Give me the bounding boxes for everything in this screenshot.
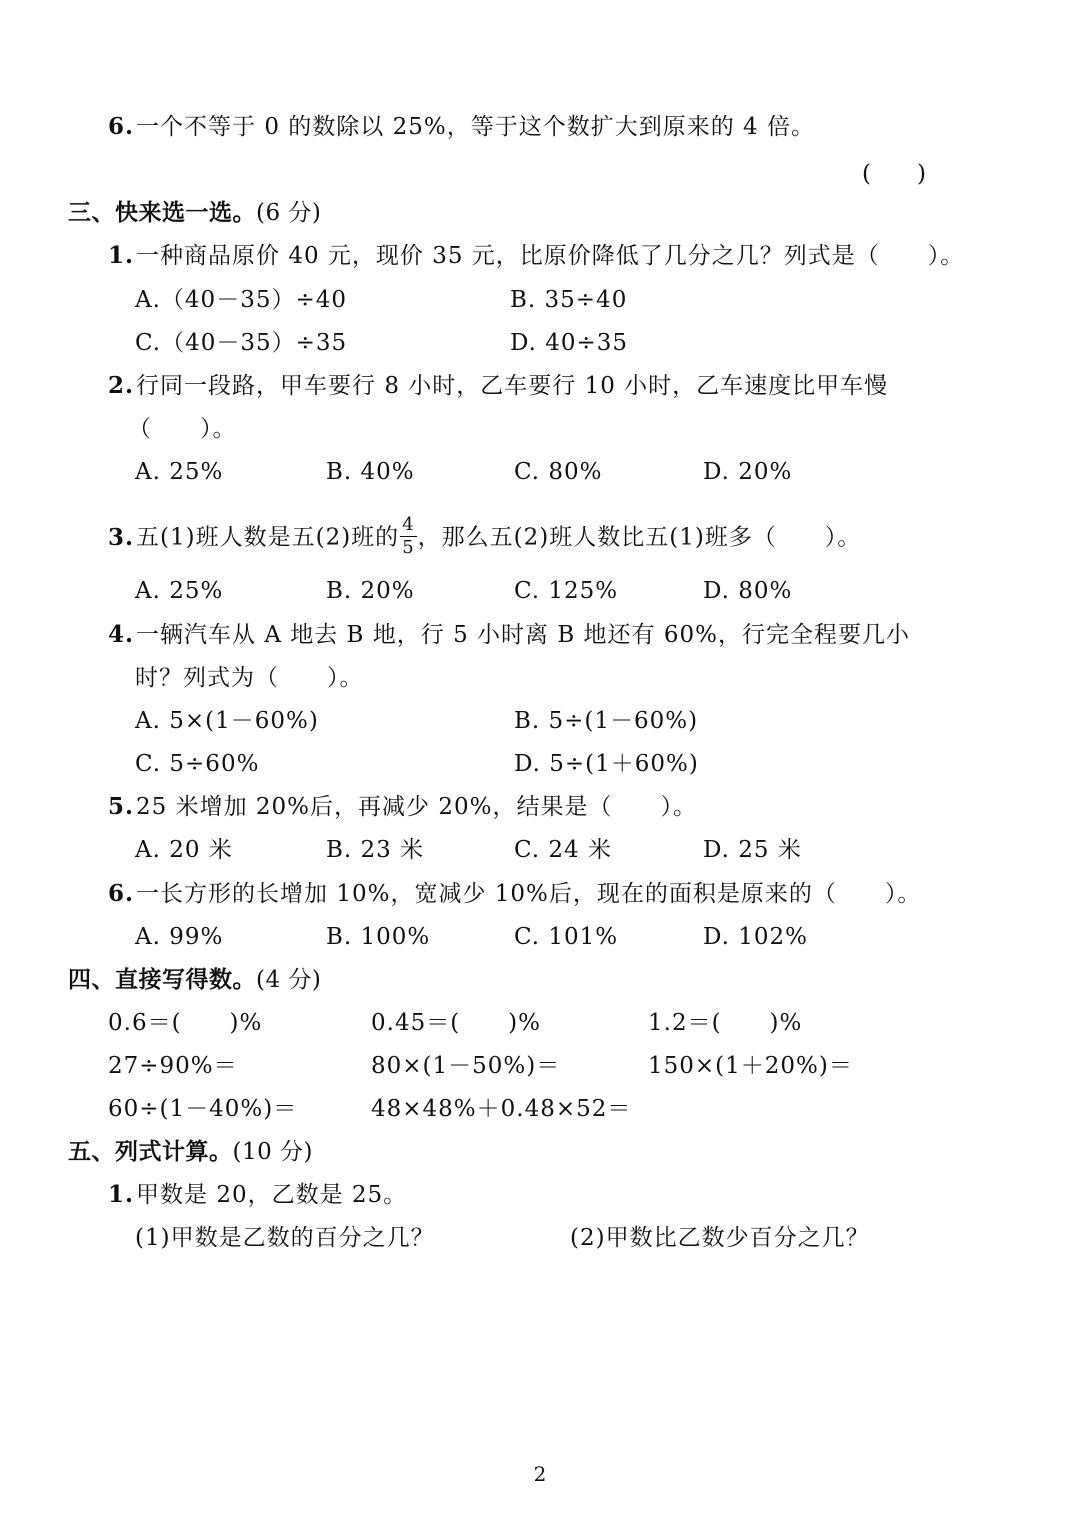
option-a[interactable]: A. 25% xyxy=(135,459,224,485)
option-d[interactable]: D. 25 米 xyxy=(703,837,802,863)
section-title: 五、列式计算。 xyxy=(68,1138,233,1165)
option-b[interactable]: B. 5÷(1－60%) xyxy=(514,708,699,734)
option-b[interactable]: B. 35÷40 xyxy=(510,287,628,313)
choice-question-2 xyxy=(108,371,888,401)
choice-question-5 xyxy=(108,792,697,822)
option-b[interactable]: B. 40% xyxy=(326,459,415,485)
option-c[interactable]: C.（40－35）÷35 xyxy=(135,330,348,356)
option-a[interactable]: A. 25% xyxy=(135,578,224,604)
question-text-after: ，那么五(2)班人数比五(1)班多（ ）。 xyxy=(417,524,862,551)
option-a[interactable]: A. 20 米 xyxy=(135,837,233,863)
option-d[interactable]: D. 20% xyxy=(703,459,793,485)
section-title: 四、直接写得数。 xyxy=(68,966,256,993)
calc-item[interactable]: 27÷90%＝ xyxy=(108,1053,238,1079)
section-3-heading xyxy=(68,198,321,228)
sub-question-1: (1)甲数是乙数的百分之几？ xyxy=(135,1225,435,1251)
option-c[interactable]: C. 101% xyxy=(514,924,619,950)
question-text: 甲数是 20，乙数是 25。 xyxy=(136,1182,408,1208)
question-text-before: 五(1)班人数是五(2)班的 xyxy=(136,524,400,551)
judge-question-6 xyxy=(108,112,815,142)
calc-item[interactable]: 80×(1－50%)＝ xyxy=(371,1053,561,1079)
question-text: 25 米增加 20%后，再减少 20%，结果是（ ）。 xyxy=(136,794,697,820)
option-a[interactable]: A.（40－35）÷40 xyxy=(135,287,347,313)
question-text: 一种商品原价 40 元，现价 35 元，比原价降低了几分之几？列式是（ ）。 xyxy=(136,243,965,269)
question-number: 6. xyxy=(108,880,135,907)
option-d[interactable]: D. 80% xyxy=(703,578,793,604)
option-c[interactable]: C. 125% xyxy=(514,578,619,604)
sub-question-2: (2)甲数比乙数少百分之几？ xyxy=(570,1225,870,1251)
question-number: 6. xyxy=(108,113,135,140)
question-text: 行同一段路，甲车要行 8 小时，乙车要行 10 小时，乙车速度比甲车慢 xyxy=(136,373,889,399)
section-5-heading xyxy=(68,1137,313,1167)
calc-item[interactable]: 48×48%＋0.48×52＝ xyxy=(371,1096,632,1122)
option-b[interactable]: B. 20% xyxy=(326,578,415,604)
option-d[interactable]: D. 5÷(1＋60%) xyxy=(514,751,699,777)
question-number: 2. xyxy=(108,372,135,399)
question-text-continued: 时？列式为（ ）。 xyxy=(135,665,364,691)
choice-question-4 xyxy=(108,620,910,650)
calc-item[interactable]: 150×(1＋20%)＝ xyxy=(648,1053,853,1079)
page-number: 2 xyxy=(533,1462,547,1486)
question-text: 一个不等于 0 的数除以 25%，等于这个数扩大到原来的 4 倍。 xyxy=(136,114,815,140)
section-points: (4 分) xyxy=(256,967,322,993)
question-text-continued: （ ）。 xyxy=(128,416,237,442)
calc-item[interactable]: 60÷(1－40%)＝ xyxy=(108,1096,298,1122)
question-number: 5. xyxy=(108,793,135,820)
calc-item[interactable]: 0.45＝( )% xyxy=(371,1010,542,1036)
section-title: 三、快来选一选。 xyxy=(68,199,256,226)
question-text: 一辆汽车从 A 地去 B 地，行 5 小时离 B 地还有 60%，行完全程要几小 xyxy=(136,622,910,648)
fraction-numerator: 4 xyxy=(402,514,415,535)
choice-question-1 xyxy=(108,241,964,271)
option-b[interactable]: B. 100% xyxy=(326,924,431,950)
answer-parentheses[interactable]: ( ) xyxy=(862,161,926,187)
option-d[interactable]: D. 40÷35 xyxy=(510,330,629,356)
option-a[interactable]: A. 99% xyxy=(135,924,224,950)
question-number: 1. xyxy=(108,242,135,269)
section-points: (10 分) xyxy=(232,1139,314,1165)
option-c[interactable]: C. 80% xyxy=(514,459,603,485)
fraction-denominator: 5 xyxy=(402,537,415,558)
question-number: 1. xyxy=(108,1181,135,1208)
fraction xyxy=(400,516,416,557)
calc-question-1 xyxy=(108,1180,407,1210)
calc-item[interactable]: 0.6＝( )% xyxy=(108,1010,263,1036)
section-4-heading xyxy=(68,965,321,995)
choice-question-3 xyxy=(108,514,862,559)
section-points: (6 分) xyxy=(256,200,322,226)
option-b[interactable]: B. 23 米 xyxy=(326,837,425,863)
choice-question-6 xyxy=(108,879,921,909)
option-d[interactable]: D. 102% xyxy=(703,924,808,950)
option-a[interactable]: A. 5×(1－60%) xyxy=(135,708,319,734)
question-number: 3. xyxy=(108,523,135,551)
question-text: 一长方形的长增加 10%，宽减少 10%后，现在的面积是原来的（ ）。 xyxy=(136,881,922,907)
option-c[interactable]: C. 24 米 xyxy=(514,837,612,863)
option-c[interactable]: C. 5÷60% xyxy=(135,751,260,777)
question-number: 4. xyxy=(108,621,135,648)
calc-item[interactable]: 1.2＝( )% xyxy=(648,1010,803,1036)
